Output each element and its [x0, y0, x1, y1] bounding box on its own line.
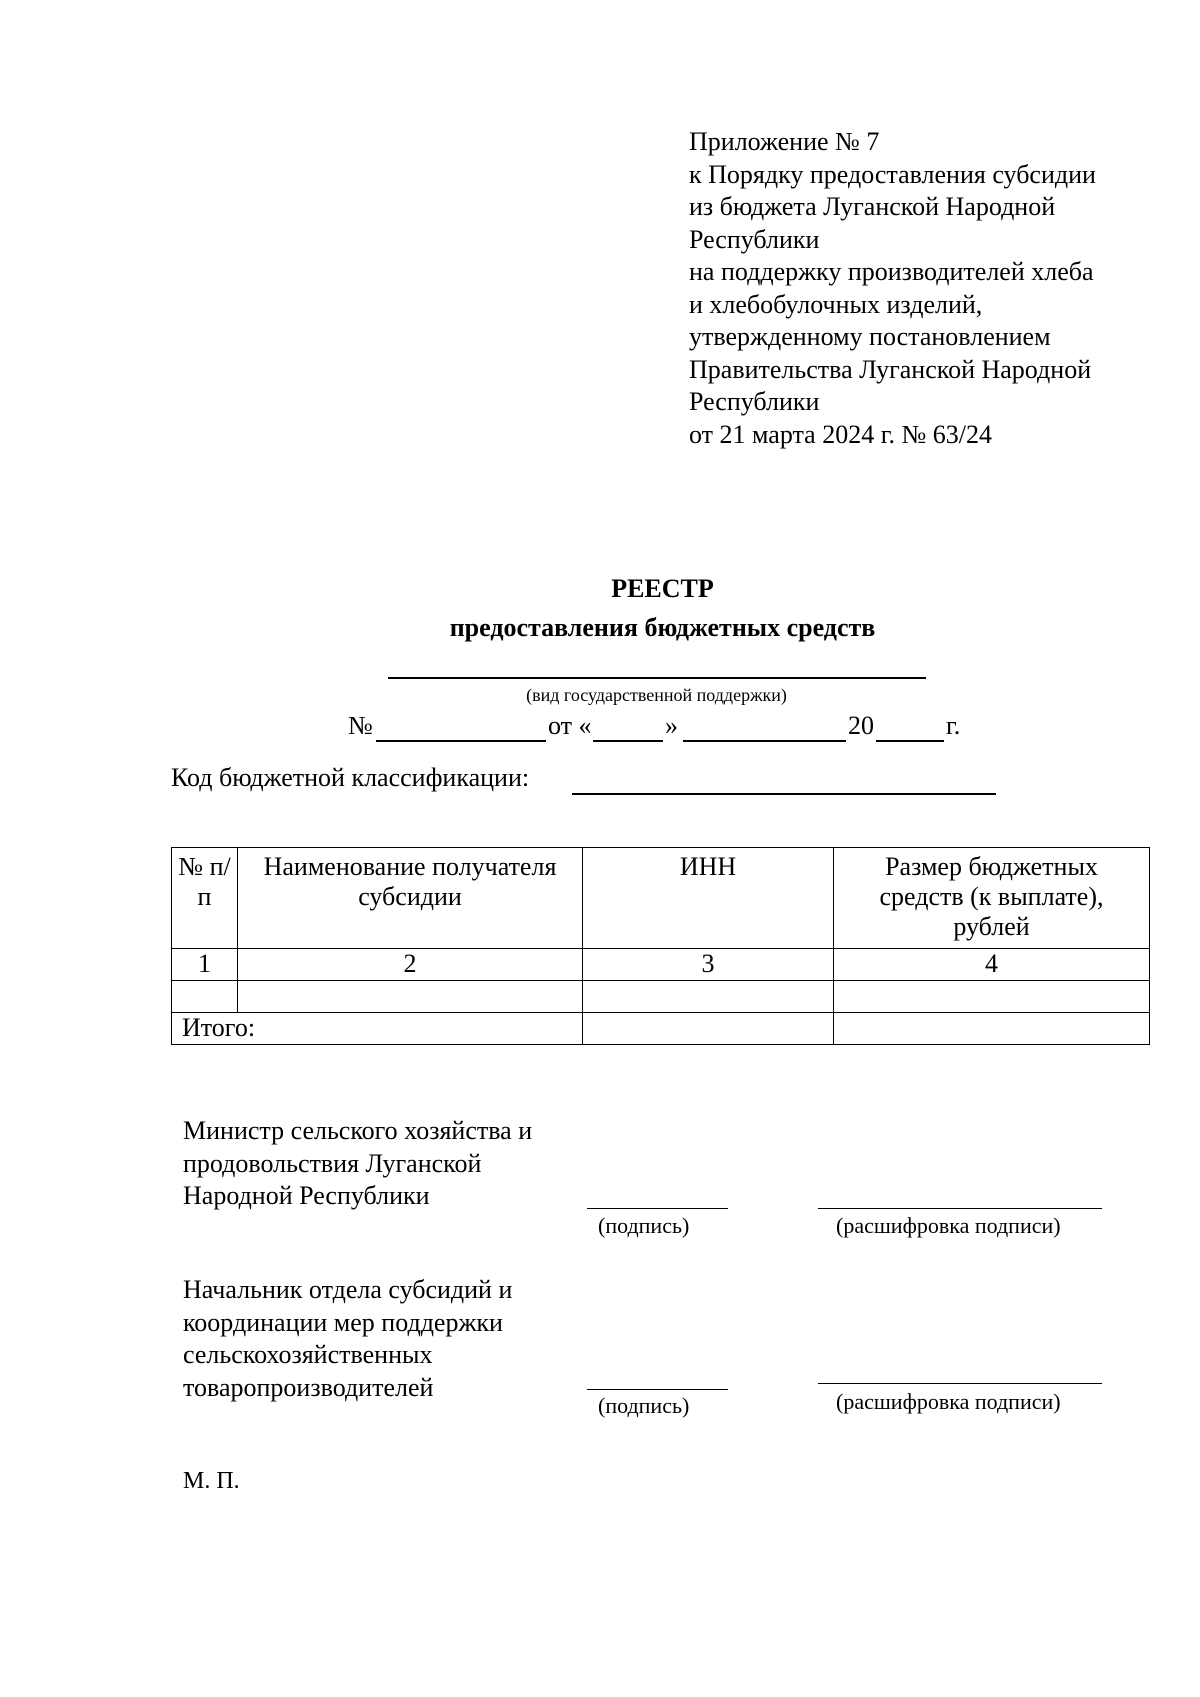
table-cell	[238, 981, 583, 1013]
table-cell	[583, 981, 834, 1013]
table-cell	[834, 981, 1150, 1013]
appendix-line: Правительства Луганской Народной	[689, 354, 1092, 384]
number-line	[376, 740, 546, 742]
appendix-line: к Порядку предоставления субсидии	[689, 159, 1096, 189]
appendix-line: на поддержку производителей хлеба	[689, 257, 1094, 286]
table-cell	[172, 981, 238, 1013]
appendix-line: из бюджета Луганской Народной	[689, 192, 1056, 221]
date-from-label: от «	[548, 711, 592, 740]
document-subtitle: предоставления бюджетных средств	[449, 613, 876, 642]
appendix-block	[689, 126, 1169, 451]
appendix-line: Республики	[689, 224, 820, 254]
signer-position-minister: Министр сельского хозяйства и продовольствия Луганской Народной Республики	[183, 1116, 533, 1210]
table-numbering-row	[172, 949, 1150, 981]
column-number-cell: 4	[834, 949, 1150, 981]
decoding-caption: (расшифровка подписи)	[836, 1389, 1061, 1414]
appendix-line: Приложение № 7	[689, 127, 880, 156]
header-cell-inn: ИНН	[583, 848, 834, 949]
header-cell-name: Наименование получателя субсидии	[238, 848, 583, 949]
total-inn-cell	[583, 1013, 834, 1045]
year-prefix: 20	[848, 711, 874, 740]
appendix-line: утвержденному постановлением	[689, 322, 1051, 351]
decoding-line	[818, 1383, 1102, 1384]
column-number-cell: 1	[172, 949, 238, 981]
signer-position-head-of-department: Начальник отдела субсидий и координации мер поддержки сельскохозяйственных товаропроизводителей	[183, 1275, 513, 1402]
total-amount-cell	[834, 1013, 1150, 1045]
table-total-row	[172, 1013, 1150, 1045]
header-cell-number: № п/п	[172, 848, 238, 949]
header-cell-amount: Размер бюджетных средств (к выплате), рублей	[834, 848, 1150, 949]
stamp-place-label: М. П.	[183, 1468, 240, 1494]
support-type-caption: (вид государственной поддержки)	[526, 685, 787, 705]
column-number-cell: 2	[238, 949, 583, 981]
day-line	[593, 740, 663, 742]
number-label: №	[348, 711, 373, 740]
month-line	[683, 740, 846, 742]
kbk-label: Код бюджетной классификации:	[171, 763, 530, 792]
support-type-line	[388, 677, 926, 679]
signature-caption: (подпись)	[598, 1393, 690, 1418]
appendix-line: от 21 марта 2024 г. № 63/24	[689, 419, 992, 449]
registry-table	[171, 847, 1150, 1045]
year-line	[876, 740, 944, 742]
signature-caption: (подпись)	[598, 1213, 690, 1238]
date-quote-close: »	[665, 711, 678, 740]
kbk-line	[572, 793, 996, 795]
table-header-row	[172, 848, 1150, 949]
document-title: РЕЕСТР	[611, 574, 714, 603]
decoding-caption: (расшифровка подписи)	[836, 1213, 1061, 1238]
signature-line	[587, 1208, 728, 1209]
table-row	[172, 981, 1150, 1013]
total-label: Итого:	[172, 1013, 583, 1045]
year-suffix: г.	[946, 711, 961, 740]
decoding-line	[818, 1208, 1102, 1209]
appendix-line: и хлебобулочных изделий,	[689, 289, 983, 319]
signature-line	[587, 1389, 728, 1390]
column-number-cell: 3	[583, 949, 834, 981]
appendix-line: Республики	[689, 387, 820, 416]
